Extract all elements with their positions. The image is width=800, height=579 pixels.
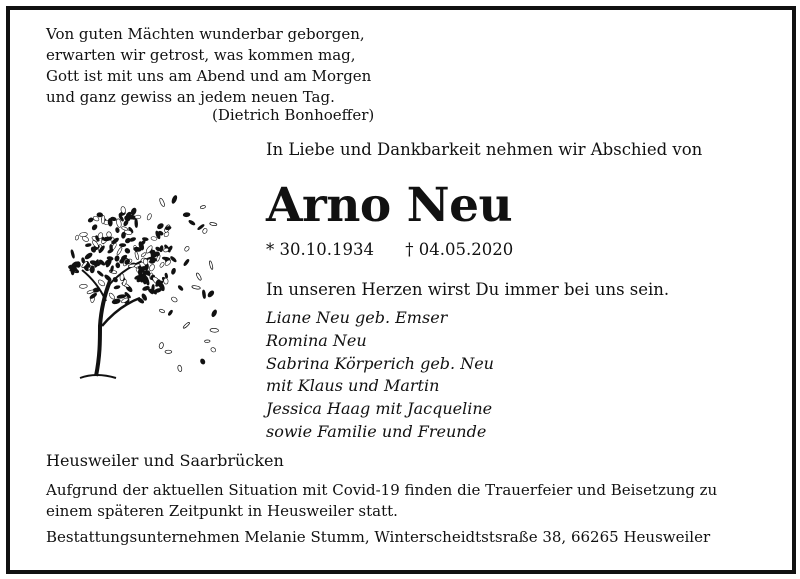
falling-leaf — [165, 273, 168, 278]
falling-leaf — [209, 261, 214, 270]
leaf — [97, 270, 104, 277]
leaf — [138, 268, 142, 276]
leaf — [159, 245, 163, 252]
falling-leaf — [165, 350, 172, 353]
notice-line: einem späteren Zeitpunkt in Heusweiler statt. — [46, 502, 398, 520]
notice-line: Aufgrund der aktuellen Situation mit Covid-19 finden die Trauerfeier und Beisetzung zu — [46, 481, 718, 499]
mourners-list — [266, 307, 494, 444]
falling-leaf — [210, 222, 218, 226]
falling-leaf — [202, 290, 206, 299]
leaf — [159, 262, 165, 268]
leaf — [163, 278, 168, 284]
falling-leaf — [177, 285, 183, 291]
leaf — [148, 264, 155, 272]
leaf — [116, 247, 123, 256]
falling-leaf — [171, 296, 178, 303]
falling-leaf — [183, 212, 190, 217]
leaf — [141, 252, 147, 257]
falling-leaf — [168, 310, 174, 316]
leaf — [91, 224, 98, 231]
falling-leaf — [192, 285, 201, 290]
leaf — [121, 226, 128, 231]
poem-line: und ganz gewiss an jedem neuen Tag. — [46, 88, 335, 106]
leaf — [108, 292, 115, 300]
mourner-line: Sabrina Körperich geb. Neu — [266, 353, 494, 373]
leaf — [151, 236, 158, 241]
leaf — [146, 213, 152, 220]
falling-leaf — [210, 347, 216, 353]
mourner-line: Romina Neu — [266, 330, 367, 350]
leaf — [70, 269, 78, 272]
leaf — [124, 237, 131, 244]
falling-leaf — [177, 365, 182, 372]
mourner-line: Liane Neu geb. Emser — [266, 308, 448, 327]
poem-line: Gott ist mit uns am Abend und am Morgen — [46, 67, 372, 85]
leaf — [115, 227, 120, 233]
death-date: † 04.05.2020 — [405, 240, 514, 259]
falling-leaf — [184, 246, 190, 252]
life-dates — [266, 240, 513, 259]
leaf — [107, 248, 114, 254]
poem-line: Von guten Mächten wunderbar geborgen, — [46, 25, 365, 43]
falling-leaf — [196, 272, 203, 280]
leaf — [79, 284, 87, 289]
poem — [46, 24, 371, 108]
birth-date: * 30.10.1934 — [266, 240, 374, 259]
falling-leaf — [171, 195, 178, 204]
leaf — [101, 215, 105, 224]
leaf — [75, 235, 80, 241]
leaf — [114, 255, 120, 262]
falling-leaf — [171, 268, 176, 275]
falling-leaf — [159, 198, 166, 208]
tree-icon — [60, 176, 220, 386]
leaf — [120, 274, 124, 281]
falling-leaf — [159, 309, 165, 314]
leaf — [149, 260, 155, 264]
falling-leaf — [162, 257, 170, 261]
place-line: Heusweiler und Saarbrücken — [46, 451, 284, 470]
falling-leaf — [183, 259, 190, 267]
leaf — [156, 222, 164, 229]
leaf — [114, 285, 121, 290]
mourner-line: Jessica Haag mit Jacqueline — [266, 399, 493, 419]
intro-text: In Liebe und Dankbarkeit nehmen wir Abschied von — [266, 140, 703, 159]
leaf — [108, 218, 113, 226]
poem-line: erwarten wir getrost, was kommen mag, — [46, 46, 356, 64]
leaf — [97, 279, 106, 287]
funeral-home-line: Bestattungsunternehmen Melanie Stumm, Winterscheidtstsraße 38, 66265 Heusweiler — [46, 528, 711, 546]
leaf — [124, 247, 131, 254]
falling-leaf — [200, 358, 206, 365]
leaf — [135, 219, 138, 228]
deceased-name: Arno Neu — [266, 178, 513, 233]
falling-leaf — [205, 340, 211, 343]
leaf — [104, 274, 112, 282]
covid-notice — [46, 480, 717, 522]
falling-leaf — [210, 328, 219, 332]
mourner-line: mit Klaus und Martin — [266, 376, 440, 396]
leaf — [90, 266, 95, 274]
leaf — [135, 215, 141, 219]
leaf — [87, 289, 95, 294]
falling-leaf — [202, 228, 208, 234]
leaf — [119, 244, 126, 247]
leaf — [115, 262, 120, 268]
leaf — [70, 249, 75, 258]
leaf — [79, 232, 87, 237]
falling-leaf — [207, 290, 215, 298]
leaf — [84, 252, 93, 260]
mourner-line: sowie Familie und Freunde — [266, 421, 487, 441]
leaf — [85, 243, 91, 247]
leaf — [134, 251, 139, 260]
falling-leaf — [183, 322, 191, 329]
falling-leaf — [159, 342, 165, 349]
motto-text: In unseren Herzen wirst Du immer bei uns sein. — [266, 280, 670, 299]
falling-leaf — [200, 205, 206, 209]
poem-author: (Dietrich Bonhoeffer) — [212, 106, 375, 124]
leaf — [117, 294, 126, 299]
falling-leaf — [211, 309, 218, 317]
falling-leaf — [188, 220, 196, 226]
